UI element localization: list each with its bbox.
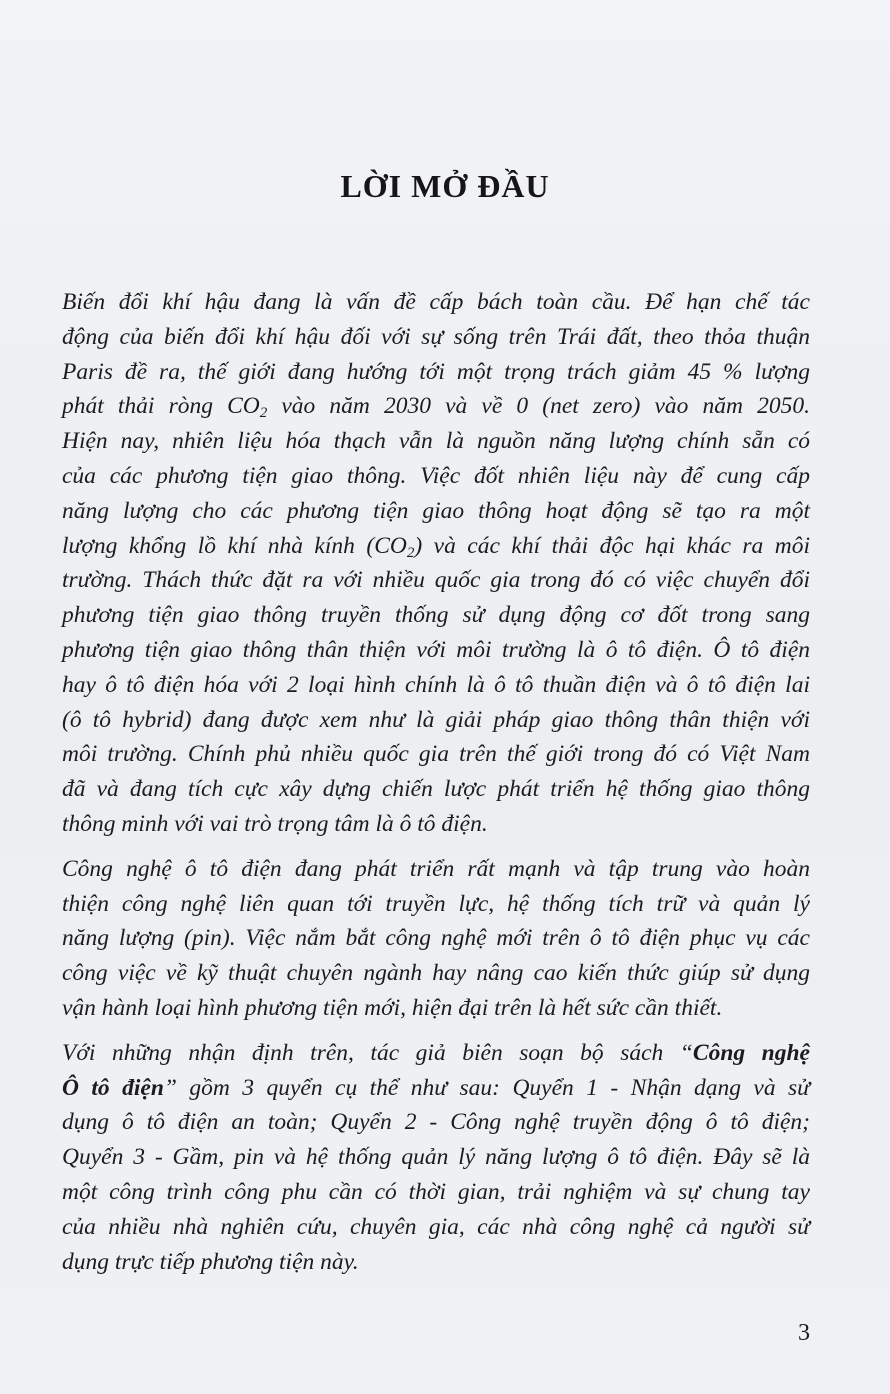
paragraph-2: [62, 852, 810, 1026]
text-line: vận hành loại hình phương tiện mới, hiện đại trên là hết sức cần thiết.: [62, 994, 723, 1021]
text-line: động của biến đổi khí hậu đối với sự sống trên Trái đất, theo thỏa thuận: [62, 323, 810, 350]
text-line: thông minh với vai trò trọng tâm là ô tô điện.: [62, 810, 488, 837]
text-line: (ô tô hybrid) đang được xem như là giải pháp giao thông thân thiện với: [62, 706, 810, 733]
text-line: dụng ô tô điện an toàn; Quyển 2 - Công nghệ truyền động ô tô điện;: [62, 1109, 810, 1136]
text-line: trường. Thách thức đặt ra với nhiều quốc gia trong đó có việc chuyển đổi: [62, 567, 810, 594]
text-line: Ô tô điện” gồm 3 quyển cụ thể như sau: Quyển 1 - Nhận dạng và sử: [62, 1074, 811, 1101]
text-line: phương tiện giao thông truyền thống sử dụng động cơ đốt trong sang: [62, 602, 810, 629]
text-line: dụng trực tiếp phương tiện này.: [62, 1248, 359, 1275]
subscript-2: 2: [406, 544, 415, 561]
text-line: phương tiện giao thông thân thiện với môi trường là ô tô điện. Ô tô điện: [62, 636, 810, 663]
text-line: năng lượng cho các phương tiện giao thông hoạt động sẽ tạo ra một: [62, 497, 810, 524]
paragraph-3: [62, 1036, 810, 1280]
text-line: Công nghệ ô tô điện đang phát triển rất mạnh và tập trung vào hoàn: [62, 855, 810, 882]
text-line: hay ô tô điện hóa với 2 loại hình chính là ô tô thuần điện và ô tô điện lai: [62, 671, 810, 698]
text-line: đã và đang tích cực xây dựng chiến lược phát triển hệ thống giao thông: [62, 776, 810, 803]
text-line: môi trường. Chính phủ nhiều quốc gia trên thế giới trong đó có Việt Nam: [62, 741, 810, 768]
text-line: lượng khổng lồ khí nhà kính $(CO_2)$ và các khí thải độc hại khác ra môi: [62, 532, 810, 561]
text-line: của nhiều nhà nghiên cứu, chuyên gia, các nhà công nghệ cả người sử: [62, 1213, 810, 1240]
text-line: Biến đổi khí hậu đang là vấn đề cấp bách toàn cầu. Để hạn chế tác: [62, 289, 810, 315]
text-line: phát thải ròng $CO_2$ vào năm 2030 và về 0 (net zero) vào năm 2050.: [62, 393, 810, 422]
text-line: công việc về kỹ thuật chuyên ngành hay nâng cao kiến thức giúp sử dụng: [62, 960, 810, 987]
text-line: một công trình công phu cần có thời gian, trải nghiệm và sự chung tay: [62, 1178, 810, 1205]
text-line: của các phương tiện giao thông. Việc đốt nhiên liệu này để cung cấp: [62, 462, 810, 489]
page-title: LỜI MỞ ĐẦU: [340, 168, 550, 204]
book-title: Ô tô điện: [62, 1074, 164, 1101]
text-line: Quyển 3 - Gầm, pin và hệ thống quản lý năng lượng ô tô điện. Đây sẽ là: [62, 1144, 810, 1171]
text-line: năng lượng (pin). Việc nắm bắt công nghệ mới trên ô tô điện phục vụ các: [62, 925, 810, 952]
subscript-2: 2: [259, 405, 268, 422]
book-title: Công nghệ: [692, 1039, 810, 1066]
page-number: 3: [798, 1320, 810, 1346]
text-line: Paris đề ra, thế giới đang hướng tới một trọng trách giảm 45 % lượng: [62, 358, 810, 385]
paragraph-1: [62, 285, 810, 842]
text-line: thiện công nghệ liên quan tới truyền lực, hệ thống tích trữ và quản lý: [62, 890, 810, 917]
preface-body: [62, 285, 810, 1279]
text-line: Với những nhận định trên, tác giả biên soạn bộ sách “Công nghệ: [62, 1039, 810, 1066]
text-line: Hiện nay, nhiên liệu hóa thạch vẫn là nguồn năng lượng chính sẵn có: [62, 428, 810, 455]
